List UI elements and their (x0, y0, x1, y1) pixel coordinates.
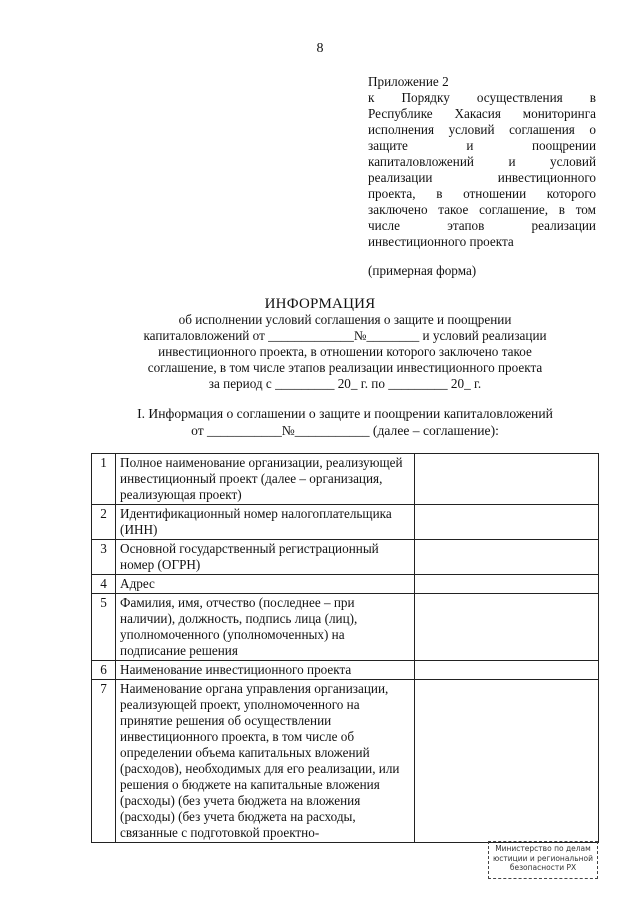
row-value[interactable] (414, 454, 598, 505)
row-label: Адрес (116, 575, 415, 594)
row-label: Полное наименование организации, реализующей инвестиционный проект (далее – организация, реализующая проект) (116, 454, 415, 505)
appendix-line: заключено такое соглашение, в том (368, 202, 596, 217)
table-row (92, 680, 599, 843)
table-row (92, 540, 599, 575)
row-number: 1 (92, 454, 116, 505)
document-title: ИНФОРМАЦИЯ (264, 296, 376, 312)
stamp-line: безопасности РХ (509, 863, 577, 872)
info-table (91, 453, 599, 843)
section-subline: от ___________№___________ (далее – соглашение): (191, 423, 499, 438)
row-number: 4 (92, 575, 116, 594)
subtitle-line: об исполнении условий соглашения о защите и поощрении (178, 312, 512, 327)
row-label: Основной государственный регистрационный номер (ОГРН) (116, 540, 415, 575)
appendix-line: к Порядку осуществления в (368, 90, 596, 105)
table-row (92, 594, 599, 661)
row-label: Идентификационный номер налогоплательщика (ИНН) (116, 505, 415, 540)
appendix-line: инвестиционного проекта (368, 234, 514, 249)
row-value[interactable] (414, 540, 598, 575)
table-row (92, 454, 599, 505)
appendix-line: защите и поощрении (368, 138, 596, 153)
appendix-line: числе этапов реализации (368, 218, 596, 233)
row-label: Фамилия, имя, отчество (последнее – при наличии), должность, подпись лица (лиц), уполномоченного (уполномоченных) на подписание решения (116, 594, 415, 661)
appendix-block (368, 74, 596, 250)
form-note: (примерная форма) (368, 263, 477, 278)
table-row (92, 575, 599, 594)
appendix-line: исполнения условий соглашения о (368, 122, 596, 137)
appendix-line: проекта, в отношении которого (368, 186, 596, 201)
page-number: 8 (316, 41, 324, 56)
row-number: 3 (92, 540, 116, 575)
table-row (92, 505, 599, 540)
row-value[interactable] (414, 661, 598, 680)
section-heading: I. Информация о соглашении о защите и поощрении капиталовложений (137, 406, 553, 421)
row-number: 2 (92, 505, 116, 540)
appendix-line: капиталовложений и условий (368, 154, 596, 169)
row-label: Наименование органа управления организации, реализующей проект, уполномоченного на принятие решения об осуществлении инвестиционного проекта, в том числе об определении объема капитальных вложений (расходов), необходимых для его реализации, или решения о бюджете на капитальные вложения (расходы) (без учета бюджета на вложения (расходы) (без учета бюджета на расходы, связанные с подготовкой проектно- (116, 680, 415, 843)
stamp-line: юстиции и региональной (492, 853, 594, 863)
appendix-line: реализации инвестиционного (368, 170, 596, 185)
appendix-line: Республике Хакасия мониторинга (368, 106, 596, 121)
document-subtitle (80, 312, 610, 392)
row-value[interactable] (414, 505, 598, 540)
row-number: 7 (92, 680, 116, 843)
subtitle-line: инвестиционного проекта, в отношении которого заключено такое (158, 344, 532, 359)
registration-stamp (488, 841, 598, 879)
stamp-line: Министерство по делам (495, 844, 591, 853)
row-value[interactable] (414, 680, 598, 843)
appendix-title: Приложение 2 (368, 74, 449, 89)
table-row (92, 661, 599, 680)
row-value[interactable] (414, 594, 598, 661)
section-heading-block (80, 405, 610, 439)
row-value[interactable] (414, 575, 598, 594)
subtitle-line: за период с _________ 20_ г. по _________ 20_ г. (208, 376, 482, 391)
subtitle-line: соглашение, в том числе этапов реализации инвестиционного проекта (147, 360, 543, 375)
subtitle-line: капиталовложений от _____________№________ и условий реализации (143, 328, 547, 343)
row-number: 6 (92, 661, 116, 680)
row-label: Наименование инвестиционного проекта (116, 661, 415, 680)
row-number: 5 (92, 594, 116, 661)
